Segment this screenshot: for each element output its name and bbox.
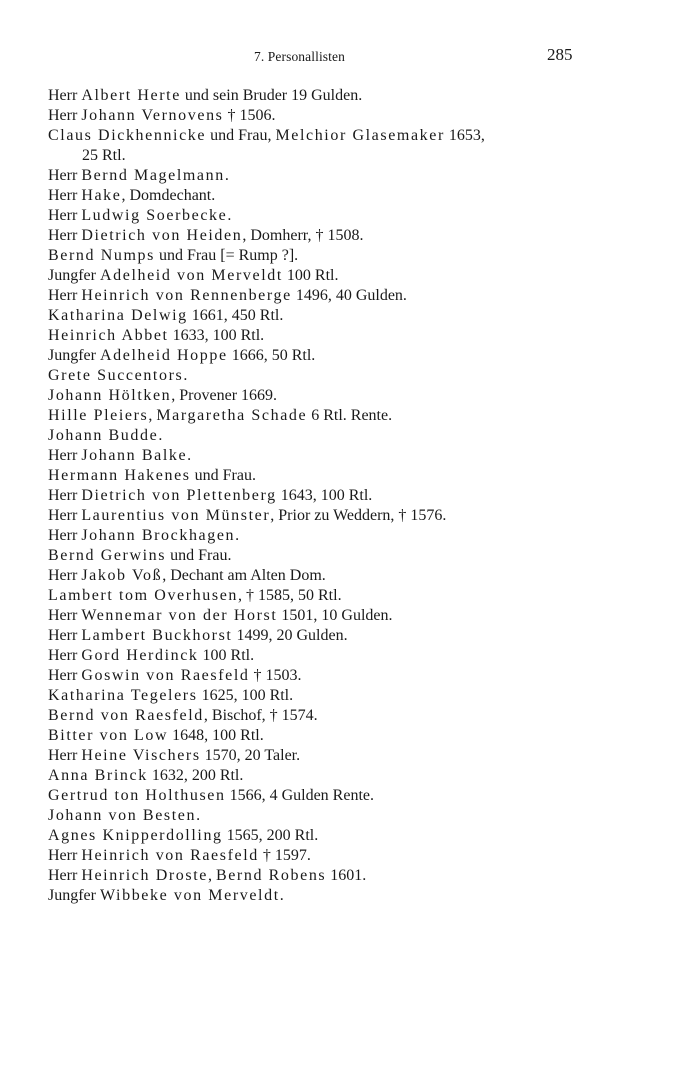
person-name: Dietrich von Plettenberg <box>81 487 277 504</box>
person-name: Bernd Robens <box>215 867 327 884</box>
entry-text: . <box>183 367 188 384</box>
entry-text: Herr <box>48 647 82 664</box>
list-entry <box>48 346 638 366</box>
person-name: Katharina Tegelers <box>48 687 198 704</box>
list-entry <box>48 506 638 526</box>
entry-text: . <box>187 447 192 464</box>
person-name: Heinrich von Raesfeld <box>81 847 259 864</box>
person-name: Dietrich von Heiden <box>81 227 243 244</box>
list-entry <box>48 586 638 606</box>
entry-text: 1570, 20 Taler. <box>200 747 301 764</box>
entry-text: , † 1585, 50 Rtl. <box>238 587 342 604</box>
list-entry <box>48 486 638 506</box>
person-name: Grete Succentors <box>48 367 184 384</box>
page-number: 285 <box>547 45 573 64</box>
person-name: Gord Herdinck <box>81 647 199 664</box>
person-name: Hille Pleiers <box>48 407 149 424</box>
entry-text: , Dechant am Alten Dom. <box>162 567 326 584</box>
person-name: Heinrich von Rennenberge <box>81 287 292 304</box>
person-name: Lambert tom Overhusen <box>48 587 238 604</box>
list-entry <box>48 466 638 486</box>
person-name: Claus Dickhennicke <box>48 127 207 144</box>
entry-text: † 1597. <box>258 847 311 864</box>
entry-text: Herr <box>48 847 82 864</box>
entry-text: 1625, 100 Rtl. <box>197 687 294 704</box>
entry-text: 100 Rtl. <box>282 267 339 284</box>
entry-text: . <box>224 167 229 184</box>
person-name: Goswin von Raesfeld <box>81 667 250 684</box>
entry-text: 6 Rtl. Rente. <box>307 407 393 424</box>
person-name: Bitter von Low <box>48 727 169 744</box>
entry-text: Herr <box>48 447 82 464</box>
list-entry <box>48 286 638 306</box>
list-entry <box>48 666 638 686</box>
entry-text: 1496, 40 Gulden. <box>291 287 407 304</box>
person-name: Johann Höltken <box>48 387 172 404</box>
person-name: Agnes Knipperdolling <box>48 827 223 844</box>
list-entry <box>48 186 638 206</box>
person-name: Hermann Hakenes <box>48 467 191 484</box>
list-entry <box>48 686 638 706</box>
entry-text: und Frau. <box>166 547 232 564</box>
entry-text: 100 Rtl. <box>198 647 255 664</box>
list-entry <box>48 266 638 286</box>
entry-text: 1666, 50 Rtl. <box>227 347 316 364</box>
entry-text: und sein Bruder 19 Gulden. <box>180 87 363 104</box>
entry-text: Herr <box>48 227 82 244</box>
person-name: Bernd von Raesfeld <box>48 707 204 724</box>
entry-text: Jungfer <box>48 887 100 904</box>
entry-text: . <box>235 527 240 544</box>
entry-text: † 1506. <box>223 107 276 124</box>
entry-text: 1566, 4 Gulden Rente. <box>225 787 374 804</box>
list-entry <box>48 726 638 746</box>
entry-text: , Provener 1669. <box>171 387 278 404</box>
entry-text: Herr <box>48 567 82 584</box>
entry-text: 1653, <box>444 127 485 144</box>
entry-text: Herr <box>48 187 82 204</box>
person-name: Wibbeke von Merveldt <box>99 887 280 904</box>
list-entry <box>48 106 638 126</box>
person-name: Ludwig Soerbecke <box>81 207 228 224</box>
entry-text: Jungfer <box>48 267 100 284</box>
entry-text: Herr <box>48 627 82 644</box>
person-name: Katharina Delwig <box>48 307 188 324</box>
entry-text: , Bischof, † 1574. <box>203 707 318 724</box>
list-entry <box>48 646 638 666</box>
list-entry <box>48 546 638 566</box>
list-entry <box>48 306 638 326</box>
entry-text: Herr <box>48 867 82 884</box>
list-entry <box>48 386 638 406</box>
list-entry <box>48 126 638 146</box>
person-name: Lambert Buckhorst <box>81 627 233 644</box>
person-name: Laurentius von Münster <box>81 507 271 524</box>
list-entry <box>48 366 638 386</box>
list-entry <box>48 166 638 186</box>
person-name: Margaretha Schade <box>156 407 308 424</box>
entry-text: † 1503. <box>249 667 302 684</box>
person-name: Heine Vischers <box>81 747 201 764</box>
list-entry <box>48 806 638 826</box>
list-entry <box>48 326 638 346</box>
entry-text: 1661, 450 Rtl. <box>187 307 284 324</box>
person-name: Bernd Gerwins <box>48 547 167 564</box>
person-name: Melchior Glasemaker <box>275 127 445 144</box>
list-entry <box>48 866 638 886</box>
entry-text: Herr <box>48 607 82 624</box>
entry-text: Herr <box>48 167 82 184</box>
entry-text: 1499, 20 Gulden. <box>232 627 348 644</box>
list-entry <box>48 226 638 246</box>
entry-text: 1601. <box>326 867 367 884</box>
person-name: Adelheid von Merveldt <box>99 267 283 284</box>
entry-text: Herr <box>48 527 82 544</box>
person-name: Johann Vernovens <box>81 107 224 124</box>
person-name: Heinrich Abbet <box>48 327 169 344</box>
person-name: Anna Brinck <box>48 767 148 784</box>
list-entry <box>48 446 638 466</box>
person-name: Heinrich Droste <box>81 867 208 884</box>
entry-text: Herr <box>48 747 82 764</box>
entry-text: und Frau, <box>206 127 276 144</box>
list-entry <box>48 786 638 806</box>
entry-text: 1643, 100 Rtl. <box>276 487 373 504</box>
person-name: Hake <box>81 187 122 204</box>
list-entry <box>48 706 638 726</box>
entry-text: und Frau. <box>190 467 256 484</box>
entry-text: , <box>207 867 216 884</box>
list-entry <box>48 746 638 766</box>
entry-text: Jungfer <box>48 347 100 364</box>
person-name: Johann Balke <box>81 447 188 464</box>
person-name: Jakob Voß <box>81 567 163 584</box>
list-entry <box>48 766 638 786</box>
entry-text: , Domdechant. <box>121 187 216 204</box>
entry-text: . <box>158 427 163 444</box>
person-name: Johann von Besten <box>48 807 197 824</box>
list-entry <box>48 406 638 426</box>
entry-text: Herr <box>48 287 82 304</box>
entry-text: Herr <box>48 487 82 504</box>
list-entry <box>48 426 638 446</box>
person-list <box>48 86 638 906</box>
person-name: Bernd Magelmann <box>81 167 225 184</box>
entry-text: Herr <box>48 507 82 524</box>
list-entry <box>48 606 638 626</box>
list-entry-continuation <box>48 146 638 166</box>
list-entry <box>48 526 638 546</box>
entry-text: , Domherr, † 1508. <box>242 227 364 244</box>
list-entry <box>48 86 638 106</box>
entry-text: Herr <box>48 87 82 104</box>
entry-text: Herr <box>48 207 82 224</box>
person-name: Albert Herte <box>81 87 181 104</box>
entry-text: , Prior zu Weddern, † 1576. <box>270 507 447 524</box>
entry-text: . <box>196 807 201 824</box>
person-name: Wennemar von der Horst <box>81 607 278 624</box>
entry-text: 1633, 100 Rtl. <box>168 327 265 344</box>
list-entry <box>48 206 638 226</box>
person-name: Adelheid Hoppe <box>99 347 228 364</box>
entry-text: 1501, 10 Gulden. <box>277 607 393 624</box>
entry-text: . <box>279 887 284 904</box>
entry-text: Herr <box>48 107 82 124</box>
entry-text: Herr <box>48 667 82 684</box>
person-name: Bernd Numps <box>48 247 155 264</box>
list-entry <box>48 826 638 846</box>
list-entry <box>48 566 638 586</box>
list-entry <box>48 246 638 266</box>
list-entry <box>48 626 638 646</box>
entry-text: , <box>148 407 157 424</box>
running-head: 7. Personallisten <box>254 49 345 64</box>
entry-text: 1565, 200 Rtl. <box>222 827 319 844</box>
person-name: Johann Budde <box>48 427 159 444</box>
entry-text: und Frau [= Rump ?]. <box>154 247 299 264</box>
person-name: Gertrud ton Holthusen <box>48 787 226 804</box>
page-header <box>0 44 700 66</box>
entry-text: 1632, 200 Rtl. <box>147 767 244 784</box>
entry-text: . <box>227 207 232 224</box>
person-name: Johann Brockhagen <box>81 527 236 544</box>
list-entry <box>48 886 638 906</box>
list-entry <box>48 846 638 866</box>
entry-text: 1648, 100 Rtl. <box>168 727 264 744</box>
entry-text: 25 Rtl. <box>82 147 126 164</box>
